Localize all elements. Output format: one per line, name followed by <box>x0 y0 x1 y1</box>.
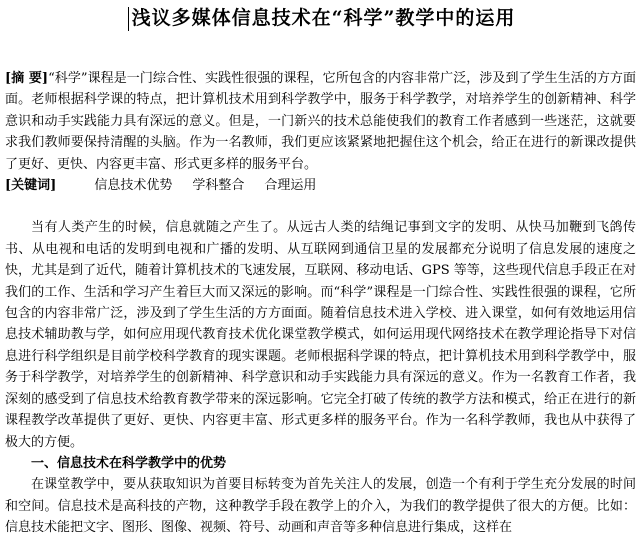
text-cursor <box>128 7 129 31</box>
abstract-label: [摘 要] <box>5 71 49 86</box>
document-body <box>5 68 636 539</box>
title-area <box>0 4 643 32</box>
abstract-text: “科学”课程是一门综合性、实践性很强的课程，它所包含的内容非常广泛，涉及到了学生生活的方方面面。老师根据科学课的特点，把计算机技术用到科学教学中，服务于科学教学，对培养学生的创新精神、科学意识和动手实践能力具有深远的意义。但是，一门新兴的技术总能使我们的教育工作者感到一些迷茫，这就要求我们教师要保持清醒的头脑。作为一名教师，我们更应该紧紧地把握住这个机会，给正在进行的新课改提供了更好、更快、内容更丰富、形式更多样的服务平台。 <box>5 71 636 172</box>
keyword-1: 信息技术优势 <box>94 178 173 194</box>
keyword-2: 学科整合 <box>192 178 245 194</box>
keyword-3: 合理运用 <box>264 178 317 194</box>
keywords-line <box>5 175 636 196</box>
document-title-text: 浅议多媒体信息技术在“科学”教学中的运用 <box>131 7 516 29</box>
body-paragraph-1: 当有人类产生的时候，信息就随之产生了。从远古人类的结绳记事到文字的发明、从快马加鞭到飞鸽传书、从电视和电话的发明到电视和广播的发明、从互联网到通信卫星的发展都充分说明了信息发展的速度之快，尤其是到了近代，随着计算机技术的飞速发展，互联网、移动电话、GPS 等等，这些现代信息手段正在对我们的工作、生活和学习产生着巨大而又深远的影响。而“科学”课程是一门综合性、实践性很强的课程，它所包含的内容非常广泛，涉及到了学生生活的方方面面。随着信息技术进入学校、进入课堂，如何有效地运用信息技术辅助教与学，如何应用现代教育技术优化课堂教学模式，如何运用现代网络技术在教学理论指导下对信息进行科学组织是目前学校科学教育的现实课题。老师根据科学课的特点，把计算机技术用到科学教学中，服务于科学教学，对培养学生的创新精神、科学意识和动手实践能力具有深远的意义。作为一名教育工作者，我深刻的感受到了信息技术给教育教学带来的深远影响。它完全打破了传统的教学方法和模式，给正在进行的新课程教学改革提供了更好、更快、内容更丰富、形式更多样的服务平台。作为一名科学教师，我也从中获得了极大的方便。 <box>5 220 636 450</box>
section-heading-1: 一、信息技术在科学教学中的优势 <box>31 455 227 471</box>
body-paragraph-2: 在课堂教学中，要从获取知识为首要目标转变为首先关注人的发展，创造一个有利于学生充分发展的时间和空间。信息技术是高科技的产物，这种教学手段在教学上的介入，为我们的教学提供了很大的方便。比如：信息技术能把文字、图形、图像、视频、符号、动画和声音等多种信息进行集成，这样在 <box>5 477 636 536</box>
abstract-paragraph <box>5 68 636 175</box>
document-title <box>128 4 516 32</box>
keywords-label: [关键词] <box>5 178 57 194</box>
